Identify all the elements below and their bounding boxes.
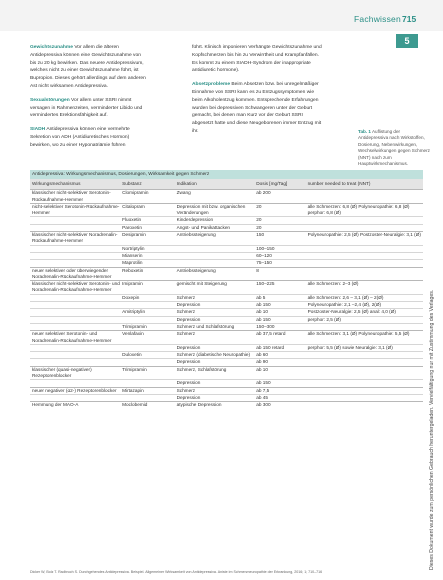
table-cell: Schmerz, Schlafstörung <box>175 366 255 380</box>
table-cell: Schmerz <box>175 294 255 301</box>
table-cell <box>120 316 174 323</box>
table-cell <box>30 352 120 359</box>
table-cell: Depression <box>175 394 255 401</box>
table-cell <box>306 245 423 252</box>
table-cell: ab 7,5 <box>254 387 305 394</box>
paragraph-keyword: Gewichtszunahme <box>30 45 73 50</box>
table-row <box>30 267 423 281</box>
paragraph <box>192 81 324 136</box>
table-cell: Zwang <box>175 190 255 204</box>
table-cell: 150 <box>254 232 305 246</box>
table-cell: Schmerz (diabetische Neuropathie) <box>175 352 255 359</box>
column-header: number needed to treat (NNT) <box>306 179 423 190</box>
table-cell: Angst- und Panikattacken <box>175 224 255 231</box>
paragraph <box>192 44 324 75</box>
table-cell: Doxepin <box>120 294 174 301</box>
table-cell: ab 200 <box>254 190 305 204</box>
table-cell: Amitriptylin <box>120 309 174 316</box>
table-cell: Schmerz <box>175 331 255 345</box>
table-caption-label: Tab. 1 <box>358 129 371 134</box>
table-cell: Polyneuropathie: 2,5 (Ø) Postzoster-Neuralgie: 3,1 (Ø) <box>306 232 423 246</box>
table-row <box>30 252 423 259</box>
table-cell <box>120 344 174 351</box>
table-cell: Mirtazapin <box>120 387 174 394</box>
table-cell: ab 37,5 retard <box>254 331 305 345</box>
paragraph <box>30 126 146 149</box>
paragraph-text: führt. Klinisch imponieren Verhängte Gewichtszunahme und Kopfschmerzen bis hin zu Verwirrtheit und Krampfanfällen. Es kommt zu einem SIADH-Syndrom der inappropriate antidiuretic hormone). <box>192 45 322 74</box>
table-cell: Antriebssteigerung <box>175 232 255 246</box>
table-row <box>30 281 423 295</box>
table-cell <box>30 294 120 301</box>
table-row <box>30 260 423 267</box>
paragraph-text: Vor allem unter SSRI nimmt versagen in Rahmenzeiten, verminderter Libido und vermindertes Erektionsfähigkeit auf. <box>30 97 143 119</box>
table-cell <box>175 260 255 267</box>
table-row <box>30 359 423 366</box>
table-cell: Postzoster-Neuralgie: 2,5 (Ø) anal: 4,0 (Ø) <box>306 309 423 316</box>
table-cell: Depression <box>175 316 255 323</box>
table-cell: ab 45 <box>254 394 305 401</box>
table-cell: gemischt mit Steigerung <box>175 281 255 295</box>
table-cell: neuer selektiver Serotonin- und Noradrenalin-Rückaufnahme-Hemmer <box>30 331 120 345</box>
table-cell <box>30 394 120 401</box>
table-row <box>30 309 423 316</box>
table-cell: klassischer nicht-selektiver Serotonin-Rückaufnahme-Hemmer <box>30 190 120 204</box>
table-row <box>30 190 423 204</box>
table-cell: Imipramin <box>120 281 174 295</box>
table-row <box>30 217 423 224</box>
table-cell: perphor: 5,5 (Ø) sowie Neuralgie: 3,1 (Ø) <box>306 344 423 351</box>
column-header: Dosis [mg/Tag] <box>254 179 305 190</box>
table-row <box>30 394 423 401</box>
table-row <box>30 366 423 380</box>
table-cell: atypische Depression <box>175 402 255 409</box>
column-header: Indikation <box>175 179 255 190</box>
table-cell: ab 10 <box>254 366 305 380</box>
table-cell: ab 150 retard <box>254 344 305 351</box>
paragraph <box>30 97 146 120</box>
table-cell: ab 150 <box>254 302 305 309</box>
table-cell <box>306 352 423 359</box>
table-row <box>30 387 423 394</box>
table-cell: ab 150 <box>254 316 305 323</box>
table-row <box>30 402 423 409</box>
table-cell: alle Schmerzen: 2–3 (Ø) <box>306 281 423 295</box>
table-cell <box>30 344 120 351</box>
table-cell: Duloxetin <box>120 352 174 359</box>
citation-footer: Dicker W, Bolz T. Radbruch S. Durchgehendes Antidepressiva. Beispiel. Allgemeiner Wirksamkeit von Antidepressiva. Aniste im Schmerzneuropathie der Erkrankung, 2016; 1; 710–716 <box>30 570 323 574</box>
table-cell <box>306 190 423 204</box>
table-row <box>30 203 423 217</box>
table-cell <box>30 302 120 309</box>
paragraph-keyword: SIADH <box>30 127 46 133</box>
table-cell <box>120 394 174 401</box>
table-cell: neuer negativer (α2-) Rezeptorenblocker <box>30 387 120 394</box>
table-cell: Depression <box>175 380 255 387</box>
table-cell: ab 10 <box>254 309 305 316</box>
table-header-row <box>30 179 423 190</box>
table-row <box>30 380 423 387</box>
table-cell <box>30 224 120 231</box>
table-cell <box>306 380 423 387</box>
table-cell: Polyneuropathie: 2,1 –2,4 (Ø), 2(Ø) <box>306 302 423 309</box>
table-row <box>30 294 423 301</box>
table-cell: Depression <box>175 302 255 309</box>
table-cell: ab 5 <box>254 294 305 301</box>
table-cell <box>30 323 120 330</box>
table-cell: Depression <box>175 359 255 366</box>
side-note <box>427 150 437 570</box>
table-cell <box>306 366 423 380</box>
table-cell: Trimipramin <box>120 323 174 330</box>
table-cell: 8 <box>254 267 305 281</box>
table-cell <box>306 387 423 394</box>
table-cell: klassischer nicht-selektiver Serotonin- und Noradrenalin-Rückaufnahme-Hemmer <box>32 281 120 293</box>
table-cell: 150–225 <box>254 281 305 295</box>
table-cell: Hemmung der MAO-A <box>30 402 120 409</box>
table-cell: Maprotilin <box>120 260 174 267</box>
table-cell: 20 <box>254 203 305 217</box>
paragraph-text: Vor allem die älteren Antidepressiva können eine Gewichtszunahme von bis zu 20 kg bewirken. Das neuere Antidepressivum, welches nicht zu einer Gewichtszunahme führt, ist Bupropion. Dieses gehört allerdings auf dem anderen Ast nicht wirksamen Antidepressiva. <box>30 45 146 89</box>
table-cell: ab 300 <box>254 402 305 409</box>
table-row <box>30 316 423 323</box>
table-cell: 20 <box>254 217 305 224</box>
table-cell: 60–120 <box>254 252 305 259</box>
table-cell: ab 150 <box>254 380 305 387</box>
table-cell: alle Schmerzen: 2,6 – 3,1 (Ø) – 2(Ø) <box>306 294 423 301</box>
table-cell <box>30 309 120 316</box>
table-cell <box>120 302 174 309</box>
table-cell <box>30 252 120 259</box>
table-cell: 100–150 <box>254 245 305 252</box>
table-row <box>30 323 423 330</box>
table-cell <box>306 260 423 267</box>
table-cell <box>306 267 423 281</box>
table-cell: alle Schmerzen: 6,8 (Ø) Polyneuropathie: 6,8 (Ø) perphor: 6,8 (Ø) <box>306 203 423 217</box>
table-cell <box>306 252 423 259</box>
table-cell: Antriebssteigerung <box>175 267 255 281</box>
table-cell: alle Schmerzen: 3,1 (Ø) Polyneuropathie: 5,5 (Ø) <box>306 331 423 345</box>
paragraph-keyword: Absetzprobleme <box>192 82 231 88</box>
table-caption <box>358 129 430 167</box>
table-cell: nicht-selektiver Serotonin-Rückaufnahme-Hemmer <box>32 203 120 216</box>
table-title: Antidepressiva: Wirkungsmechanismus, Dosierungen, Wirksamkeit gegen Schmerz <box>30 170 423 179</box>
table-cell: Schmerz <box>175 387 255 394</box>
table-cell: Schmerz <box>175 309 255 316</box>
table-cell <box>120 359 174 366</box>
table-cell <box>306 323 423 330</box>
table-row <box>30 352 423 359</box>
table-row <box>30 331 423 345</box>
table-cell: Venlafaxin <box>120 331 174 345</box>
table-cell <box>306 217 423 224</box>
table-cell: Mianserin <box>120 252 174 259</box>
table-cell <box>306 224 423 231</box>
table-cell: klassischer nicht-selektiver Noradrenalin-Rückaufnahme-Hemmer <box>30 232 120 246</box>
table-cell <box>175 252 255 259</box>
table-cell <box>30 245 120 252</box>
table-cell: Nortriptylin <box>120 245 174 252</box>
table-cell <box>30 217 120 224</box>
table-cell: Fluoxetin <box>120 217 174 224</box>
table-title-row <box>30 170 423 179</box>
table-cell <box>306 359 423 366</box>
table-cell: Moclobemid <box>120 402 174 409</box>
table-row <box>30 232 423 246</box>
column-header: Substanz <box>120 179 174 190</box>
side-note-text: Dieses Dokument wurde zum persönlichen Gebrauch heruntergeladen. Vervielfältigung nur mit Zustimmung des Verlages. <box>429 289 435 570</box>
table-cell: perphor: 2,5 (Ø) <box>306 316 423 323</box>
table-cell: Trimipramin <box>120 366 174 380</box>
paragraph-keyword: Sexualstörungen <box>30 97 70 103</box>
table-cell: Paroxetin <box>120 224 174 231</box>
table-cell <box>30 316 120 323</box>
table-cell <box>30 260 120 267</box>
table-cell: ab 60 <box>254 352 305 359</box>
paragraph <box>30 44 146 91</box>
table-cell <box>306 394 423 401</box>
paragraph-text: Beim Absetzen bzw. bei unregelmäßiger Einnahme von SSRI kann es zu Entzugssymptomen wie beim Alkoholentzug kommen. Entsprechende Erfahrungen wurden bei depressiven Schwangeren unter der Geburt gemacht, bei denen man Kurz vor der Geburt SSRI abgesetzt hatte und diese Neugeborenen immer Entzug mit ihr. <box>192 82 322 134</box>
table-cell: Depression <box>175 344 255 351</box>
table-row <box>30 224 423 231</box>
table-cell: 150–300 <box>254 323 305 330</box>
table-cell: Depression mit bzw. organischen Veränderungen <box>175 203 255 217</box>
table-cell <box>30 380 120 387</box>
table-cell <box>175 245 255 252</box>
antidepressants-table <box>30 170 423 409</box>
table-row <box>30 344 423 351</box>
table-cell: Citalopram <box>120 203 174 217</box>
chapter-tab: 5 <box>396 34 418 48</box>
table-cell: ab 90 <box>254 359 305 366</box>
table-cell: klassischer (quasi-negativer) Rezeptorenblocker <box>30 366 120 380</box>
table-row <box>30 245 423 252</box>
column-header: Wirkungsmechanismus <box>30 179 120 190</box>
table-cell <box>306 402 423 409</box>
table-row <box>30 302 423 309</box>
table-cell: Kinderdepression <box>175 217 255 224</box>
table-caption-text: Auflistung der Antidepressiva nach Wirkstoffen, Dosierung, Nebenwirkungen, Wechselwirkungen gegen Schmerz (NNT) nach zum Hauptwirkmechanismus. <box>358 129 430 167</box>
table-cell: 75–150 <box>254 260 305 267</box>
section-label: Fachwissen <box>354 14 401 24</box>
table-cell: Reboxetin <box>120 267 174 281</box>
page-number: 715 <box>402 14 417 24</box>
table-cell: Clomipramin <box>120 190 174 204</box>
left-text-column <box>30 44 146 156</box>
middle-text-column <box>192 44 324 142</box>
table-cell: Schmerz und Schlafstörung <box>175 323 255 330</box>
table-cell <box>30 359 120 366</box>
paragraph-text: Antidepressiva können eine vermehrte Sekretion von ADH (Antidiuretisches Hormon) bewirken, wo zu einer Hyponatriämie führen <box>30 127 130 148</box>
table-cell <box>120 380 174 387</box>
table-cell: neuer selektiver oder überwiegender Noradrenalin-Rückaufnahme-Hemmer <box>30 267 120 281</box>
table-cell: 20 <box>254 224 305 231</box>
table-cell: Desipramin <box>120 232 174 246</box>
